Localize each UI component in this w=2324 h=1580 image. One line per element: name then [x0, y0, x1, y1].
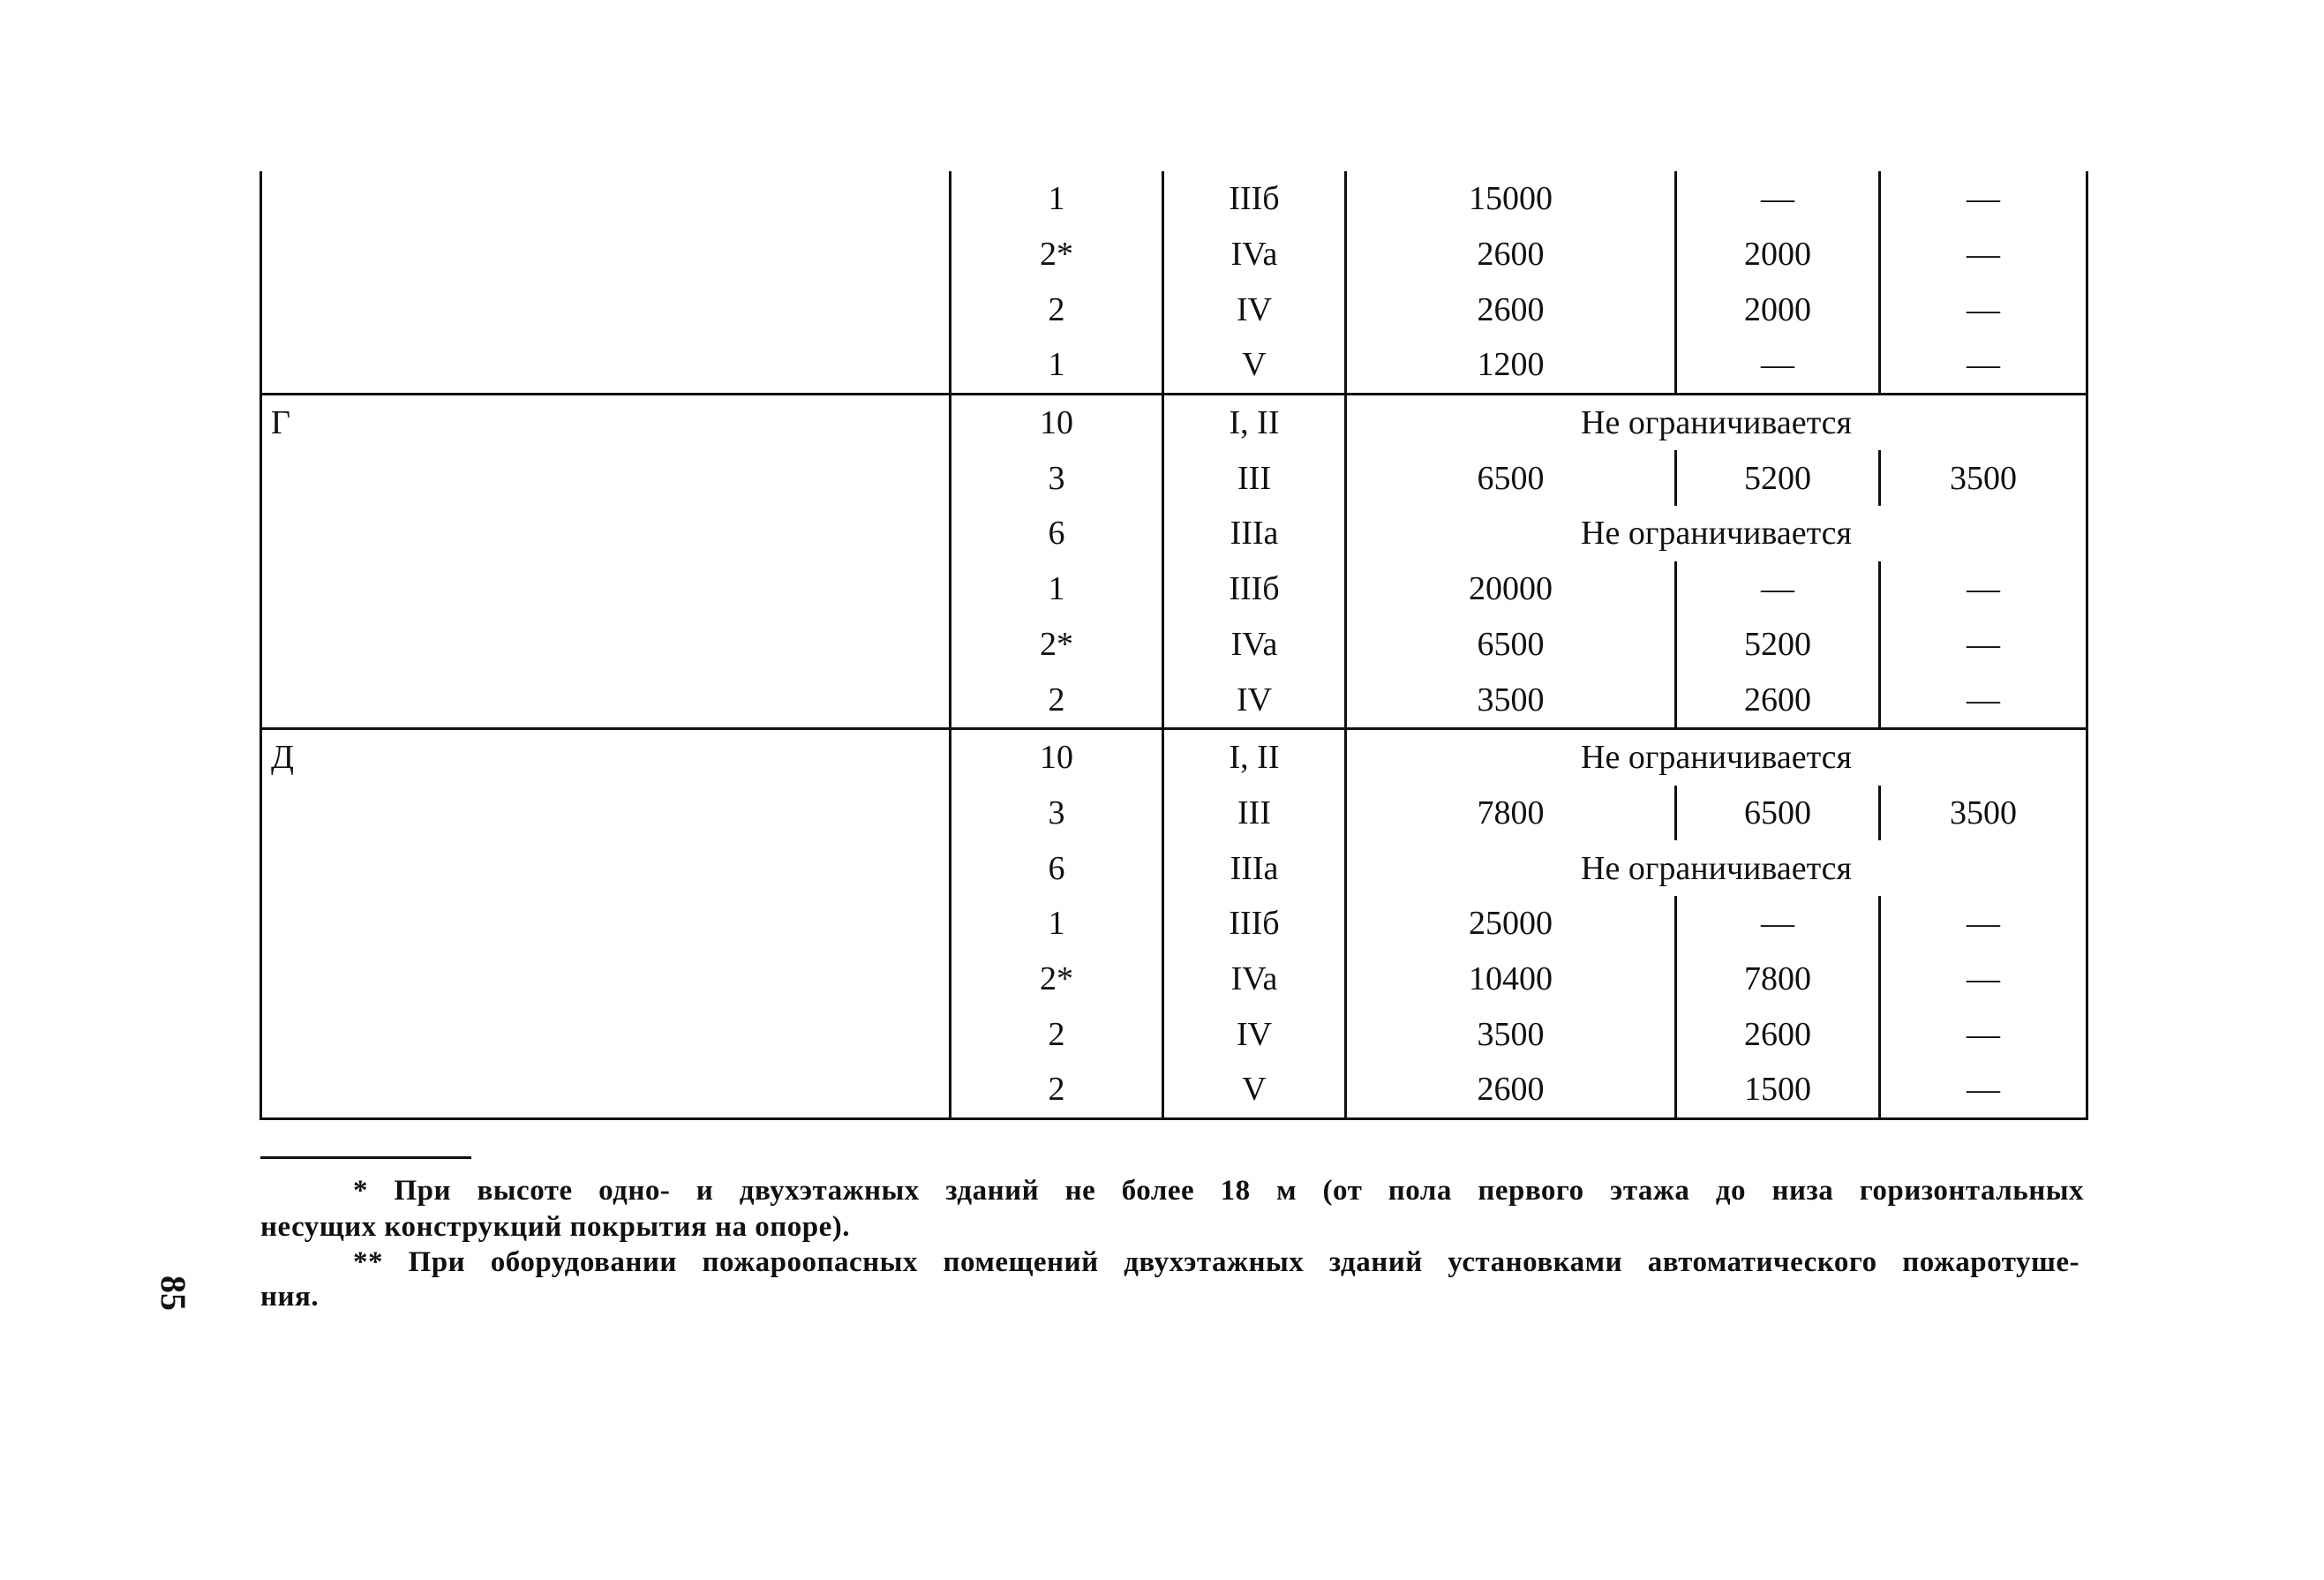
table-cell: 2600 — [1346, 227, 1676, 282]
table-cell: 2000 — [1676, 282, 1880, 337]
table-cell: 2 — [951, 672, 1163, 728]
category-label: Д — [271, 738, 294, 776]
table-cell: — — [1880, 171, 2087, 227]
table-cell: — — [1880, 1006, 2087, 1062]
table-row — [261, 394, 2087, 450]
table-cell: 3 — [951, 450, 1163, 506]
table-cell: 1 — [951, 561, 1163, 617]
table-cell: — — [1676, 337, 1880, 394]
table-cell: 10400 — [1346, 952, 1676, 1007]
footnote-separator — [260, 1156, 471, 1159]
table-cell: — — [1880, 896, 2087, 952]
table-cell: IVa — [1163, 227, 1346, 282]
merged-cell: Не ограничивается — [1346, 728, 2087, 785]
table-cell: — — [1880, 1062, 2087, 1118]
category-label: Г — [271, 403, 290, 441]
table-cell: 6 — [951, 506, 1163, 561]
table-row — [261, 171, 2087, 227]
merged-cell: Не ограничивается — [1346, 506, 2087, 561]
table-cell: V — [1163, 337, 1346, 394]
table-cell: 6500 — [1346, 617, 1676, 673]
merged-cell: Не ограничивается — [1346, 394, 2087, 450]
table-cell: 2 — [951, 282, 1163, 337]
table-cell: 3500 — [1346, 672, 1676, 728]
table-cell: — — [1676, 561, 1880, 617]
table-cell: 2 — [951, 1062, 1163, 1118]
table-cell: 2 — [951, 1006, 1163, 1062]
table-cell: 2000 — [1676, 227, 1880, 282]
table-cell: 6500 — [1346, 450, 1676, 506]
table-cell: 10 — [951, 728, 1163, 785]
table-cell: IV — [1163, 672, 1346, 728]
table-cell: 1 — [951, 337, 1163, 394]
table-cell: IIIa — [1163, 506, 1346, 561]
footnote-line: * При высоте одно- и двухэтажных зданий не более 18 м (от пола первого этажа до низа горизонтальных — [353, 1175, 2084, 1207]
table-cell: 1 — [951, 171, 1163, 227]
table-cell: IIIб — [1163, 171, 1346, 227]
table-cell: — — [1880, 672, 2087, 728]
table-cell: 3500 — [1346, 1006, 1676, 1062]
category-cell — [261, 728, 951, 1118]
table-cell: 1 — [951, 896, 1163, 952]
table-cell: 5200 — [1676, 617, 1880, 673]
table-cell: — — [1880, 617, 2087, 673]
table-cell: IIIa — [1163, 840, 1346, 896]
table-cell: 2* — [951, 227, 1163, 282]
table-row — [261, 728, 2087, 785]
table-cell: 2600 — [1676, 672, 1880, 728]
table-cell: IV — [1163, 1006, 1346, 1062]
table-cell: 2600 — [1346, 282, 1676, 337]
merged-cell: Не ограничивается — [1346, 840, 2087, 896]
table-cell: III — [1163, 450, 1346, 506]
footnote-line: несущих конструкций покрытия на опоре). — [260, 1211, 850, 1243]
table-cell: 1500 — [1676, 1062, 1880, 1118]
table-cell: 6500 — [1676, 786, 1880, 841]
table-cell: 2600 — [1676, 1006, 1880, 1062]
table-cell: 7800 — [1346, 786, 1676, 841]
table-cell: — — [1880, 952, 2087, 1007]
table-cell: 10 — [951, 394, 1163, 450]
table-cell: 1200 — [1346, 337, 1676, 394]
table-cell: — — [1880, 337, 2087, 394]
table-cell: 2* — [951, 952, 1163, 1007]
table-cell: IVa — [1163, 617, 1346, 673]
table-cell: 20000 — [1346, 561, 1676, 617]
table-cell: V — [1163, 1062, 1346, 1118]
table-cell: — — [1880, 561, 2087, 617]
table-cell: IIIб — [1163, 561, 1346, 617]
table-cell: 3500 — [1880, 786, 2087, 841]
table-cell: 25000 — [1346, 896, 1676, 952]
table-cell: 15000 — [1346, 171, 1676, 227]
table-cell: 7800 — [1676, 952, 1880, 1007]
table-cell: 2600 — [1346, 1062, 1676, 1118]
table-cell: 3500 — [1880, 450, 2087, 506]
table-cell: IV — [1163, 282, 1346, 337]
table-cell: — — [1676, 896, 1880, 952]
table-cell: I, II — [1163, 728, 1346, 785]
table-cell: IVa — [1163, 952, 1346, 1007]
footnote-line: ния. — [260, 1281, 320, 1313]
table-cell: III — [1163, 786, 1346, 841]
category-cell — [261, 171, 951, 394]
table-cell: 2* — [951, 617, 1163, 673]
table-cell: 3 — [951, 786, 1163, 841]
table-cell: 5200 — [1676, 450, 1880, 506]
table-cell: 6 — [951, 840, 1163, 896]
data-table — [259, 171, 2088, 1120]
table-cell: — — [1880, 227, 2087, 282]
category-cell — [261, 394, 951, 728]
table-cell: — — [1676, 171, 1880, 227]
table-cell: IIIб — [1163, 896, 1346, 952]
table-cell: — — [1880, 282, 2087, 337]
footnote-line: ** При оборудовании пожароопасных помещений двухэтажных зданий установками автоматического пожаротуше- — [353, 1246, 2080, 1278]
page-number: 85 — [154, 1275, 193, 1311]
table-cell: I, II — [1163, 394, 1346, 450]
